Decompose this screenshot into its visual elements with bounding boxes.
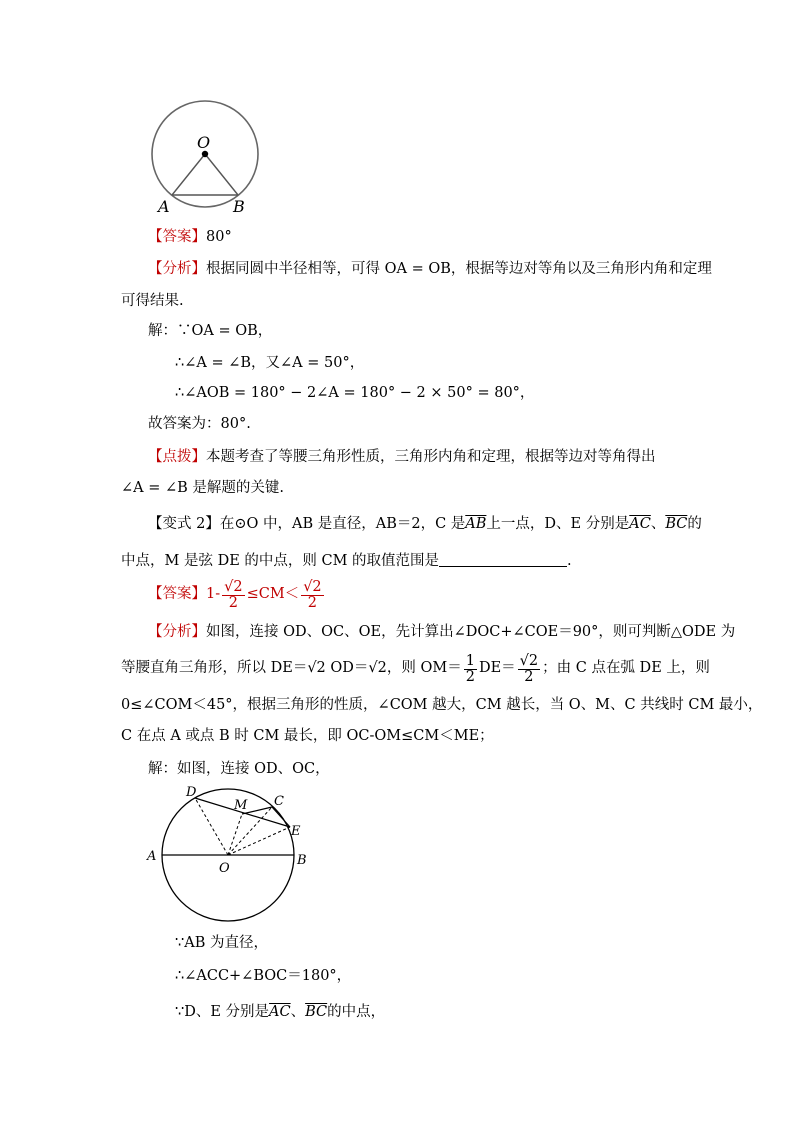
analysis-tag: 【分析】 bbox=[148, 261, 206, 277]
analysis2-line3: 0≤∠COM＜45°，根据三角形的性质，∠COM 越大，CM 越长，当 O、M、C 共线时 CM 最小， bbox=[121, 697, 763, 713]
label-a: A bbox=[158, 197, 170, 216]
arc-bc-2: $\overline{BC}$ bbox=[305, 1004, 328, 1020]
variant2-line2 bbox=[121, 551, 572, 571]
solution2-sep: 、 bbox=[290, 1004, 306, 1020]
solution1-line4: 故答案为：80°. bbox=[148, 416, 251, 432]
analysis2-frac1-den: 2 bbox=[465, 668, 475, 685]
answer2-prefix: 1- bbox=[206, 586, 221, 602]
answer2-fraction-2 bbox=[301, 579, 323, 610]
answer2-mid: ≤CM＜ bbox=[246, 586, 300, 602]
solution2-cont-line2: ∴∠ACC+∠BOC＝180°， bbox=[175, 968, 352, 984]
arc-ac-2: $\overline{AC}$ bbox=[269, 1004, 291, 1020]
analysis1-text1: 根据同圆中半径相等，可得 OA = OB，根据等边对等角以及三角形内角和定理 bbox=[206, 261, 712, 277]
label-b: B bbox=[233, 197, 245, 216]
solution2-text3b: 的中点， bbox=[327, 1004, 386, 1020]
tip1-line2: ∠A = ∠B 是解题的关键. bbox=[121, 480, 285, 496]
answer1-row bbox=[148, 227, 232, 247]
analysis2-text1: 如图，连接 OD、OC、OE，先计算出∠DOC+∠COE＝90°，则可判断△ODE 为 bbox=[206, 624, 736, 640]
segment-oa bbox=[172, 154, 205, 195]
answer2-frac2-num: √2 bbox=[303, 578, 322, 595]
dashed-om bbox=[228, 814, 242, 855]
figure-circle-abcde bbox=[140, 780, 315, 925]
analysis2-tag: 【分析】 bbox=[148, 624, 206, 640]
label2-b: B bbox=[297, 853, 307, 868]
tip-tag: 【点拨】 bbox=[148, 449, 206, 465]
label-o: O bbox=[197, 133, 211, 152]
variant2-text2end: . bbox=[567, 553, 572, 569]
label2-a: A bbox=[147, 849, 157, 864]
analysis2-frac2-num: √2 bbox=[519, 652, 539, 669]
label2-m: M bbox=[234, 798, 248, 813]
label2-e: E bbox=[291, 824, 301, 839]
variant2-sep: 、 bbox=[650, 516, 666, 532]
answer-blank bbox=[439, 552, 567, 567]
analysis2-frac1-num: 1 bbox=[465, 652, 475, 669]
figure-circle-oab bbox=[140, 92, 270, 217]
tip1-line1 bbox=[148, 447, 656, 467]
analysis2-fraction-2 bbox=[518, 653, 540, 684]
analysis1-line1 bbox=[148, 259, 712, 279]
answer2-fraction-1 bbox=[222, 579, 244, 610]
analysis2-line2 bbox=[121, 652, 710, 684]
analysis2-line4: C 在点 A 或点 B 时 CM 最长，即 OC-OM≤CM＜ME； bbox=[121, 728, 494, 744]
analysis2-text2b: DE＝ bbox=[478, 660, 516, 676]
arc-ab: $\overline{AB}$ bbox=[465, 516, 487, 532]
arc-ac: $\overline{AC}$ bbox=[629, 516, 651, 532]
variant2-text2a: 中点，M 是弦 DE 的中点，则 CM 的取值范围是 bbox=[121, 553, 440, 569]
variant2-line1 bbox=[148, 514, 702, 534]
analysis2-line1 bbox=[148, 622, 735, 642]
label2-d: D bbox=[186, 785, 197, 800]
answer2-frac1-den: 2 bbox=[228, 594, 238, 611]
dashed-oe bbox=[228, 827, 290, 855]
analysis2-text2a: 等腰直角三角形，所以 DE＝√2 OD＝√2，则 OM＝ bbox=[121, 660, 462, 676]
answer2-frac2-den: 2 bbox=[307, 594, 318, 611]
solution2-line1: 解：如图，连接 OD、OC， bbox=[148, 761, 330, 777]
analysis2-fraction-1 bbox=[464, 653, 477, 684]
solution2-cont-line3 bbox=[175, 1002, 385, 1022]
tip1-text1: 本题考查了等腰三角形性质，三角形内角和定理，根据等边对等角得出 bbox=[206, 449, 656, 465]
arc-bc: $\overline{BC}$ bbox=[665, 516, 688, 532]
label2-c: C bbox=[274, 794, 284, 809]
answer2-row bbox=[148, 578, 326, 610]
variant2-text1a: 在⊙O 中，AB 是直径，AB＝2，C 是 bbox=[219, 516, 466, 532]
solution2-cont-line1: ∵AB 为直径， bbox=[175, 935, 268, 951]
segment-ob bbox=[205, 154, 238, 195]
solution1-line1: 解：∵OA = OB， bbox=[148, 323, 273, 339]
solution2-text3a: ∵D、E 分别是 bbox=[175, 1004, 270, 1020]
solution1-line2: ∴∠A = ∠B，又∠A = 50°， bbox=[175, 355, 365, 371]
analysis2-text2c: ；由 C 点在弧 DE 上，则 bbox=[542, 660, 710, 676]
label2-o: O bbox=[219, 861, 230, 876]
variant-tag: 【变式 2】 bbox=[148, 516, 220, 532]
answer2-frac1-num: √2 bbox=[224, 578, 243, 595]
analysis1-line2: 可得结果. bbox=[121, 293, 184, 309]
answer-value: 80° bbox=[206, 229, 232, 245]
variant2-text1b: 上一点，D、E 分别是 bbox=[486, 516, 630, 532]
analysis2-frac2-den: 2 bbox=[524, 668, 534, 685]
solution1-line3: ∴∠AOB = 180° − 2∠A = 180° − 2 × 50° = 80°， bbox=[175, 385, 535, 401]
answer2-tag: 【答案】 bbox=[148, 586, 206, 602]
variant2-text1c: 的 bbox=[687, 516, 702, 532]
answer-tag: 【答案】 bbox=[148, 229, 206, 245]
